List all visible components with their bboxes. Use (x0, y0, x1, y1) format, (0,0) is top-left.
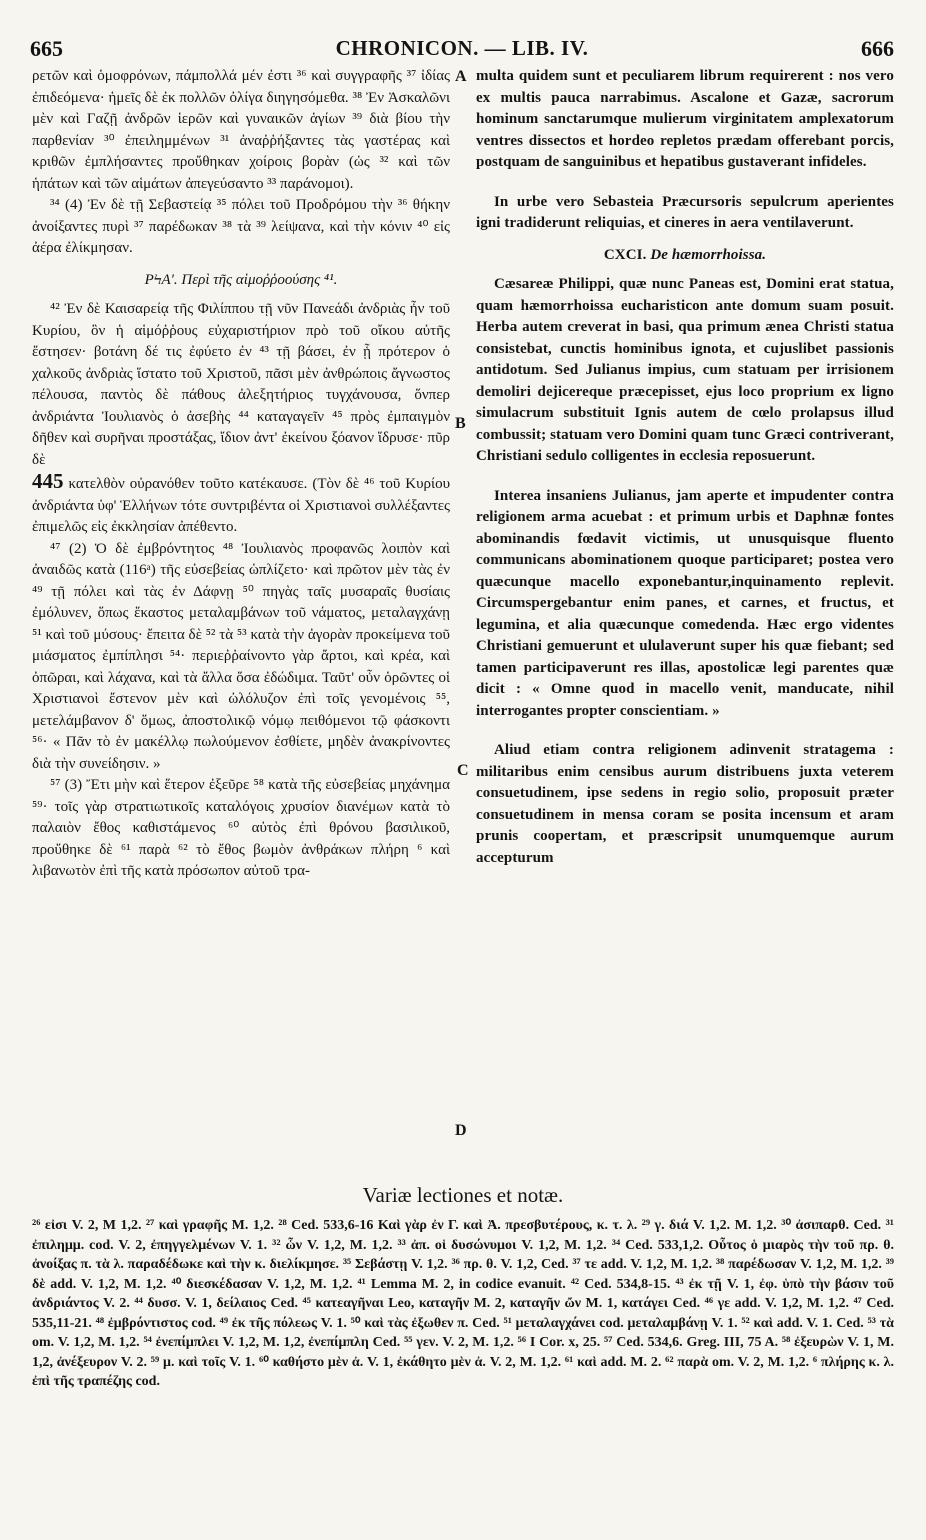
greek-paragraph-4: ⁴⁷ (2) Ὁ δὲ ἐμβρόντητος ⁴⁸ Ἰουλιανὸς προφανῶς λοιπὸν καὶ ἀναιδῶς κατὰ (116ᵃ) τῆς εὐσεβείας ὡπλίζετο· καὶ πρῶτον μὲν τὰς ἐν ⁴⁹ τῇ πόλει καὶ τὰς ἐν Δάφνῃ ⁵⁰ πηγὰς ταῖς μυσαραῖς θυσίαις ἐμόλυνεν, ὅπως ἕκαστος μεταλαμβάνων τοῦ νάματος, μεταλαγχάνῃ ⁵¹ καὶ τοῦ μύσους· ἔπειτα δὲ ⁵² τὰ ⁵³ κατὰ τὴν ἀγορὰν προκείμενα τοῦ μιάσματος ἐμπίπλησι ⁵⁴· περιεῤῥαίνοντο γὰρ ἄρτοι, καὶ κρέα, καὶ ὀπῶραι, καὶ λάχανα, καὶ τὰ ἄλλα ὅσα ἐδώδιμα. Ταῦτ' οὖν ὁρῶντες οἱ Χριστιανοὶ ἔστενον μὲν καὶ ὠλόλυζον ἐπὶ τοῖς γενομένοις ⁵⁵, μετελάμβανον δ' ὅμως, ἀποστολικῷ νόμῳ πειθόμενοι τῷ φάσκοντι ⁵⁶· « Πᾶν τὸ ἐν μακέλλῳ πωλούμενον ἐσθίετε, μηδὲν ἀνακρίνοντες διὰ τὴν συνείδησιν. » (32, 540, 450, 772)
latin-heading-title: De hæmorrhoissa. (650, 246, 767, 263)
margin-letter-a: A (455, 68, 467, 85)
latin-column (476, 66, 894, 869)
greek-paragraph-3b: κατελθὸν οὐρανόθεν τοῦτο κατέκαυσε. (Τὸν δὲ ⁴⁶ τοῦ Κυρίου ἀνδριάντα ὑφ' Ἑλλήνων τότε συντριβέντα οἱ Χριστιανοὶ συλλέξαντες ἐπιμελῶς εἰς ἐκκλησίαν ἀπέθεντο. (32, 476, 451, 535)
latin-paragraph-4: Interea insaniens Julianus, jam aperte et impudenter contra religionem arma acuebat : et primum urbis et Daphnæ fontes abominandis fœdavit victimis, ut unusquisque fluento communicans abominationem quoque participaret; postea vero quæcunque macello exponebantur,inquinamento replevit. Circumspergebantur enim panes, et carnes, et fructus, et legumina, et alia quæcunque comedenda. Hæc ergo videntes Christiani gemuerunt et ululaverunt super his quæ fiebant; sed tamen participaverunt res illas, apostolicæ legi parentes quæ dicit : « Omne quod in macello venit, manducate, nihil interrogantes propter conscientiam. » (476, 487, 894, 719)
latin-paragraph-1: multa quidem sunt et peculiarem librum requirerent : nos vero ex multis pauca narrabimus. Ascalone et Gazæ, sacrorum hominum sanctarumque mulierum virginitatem amplexatorum ventres dissectos et hordeo repletos prædam offerebant porcis, postquam de sanguinibus et hepatibus gustaverant infideles. (476, 68, 894, 170)
latin-paragraph-3: Cæsareæ Philippi, quæ nunc Paneas est, Domini erat statua, quam hæmorrhoissa eucharisticon ante domum suam posuit. Herba autem creverat in basi, qua primum ænea Christi statua consistebat, cunctis hominibus ignota, et cujuslibet passionis antidotum. Sed Julianus impius, cum statuam per irrisionem demoliri dejicereque præcepisset, ejus loco proprium ex ligno simulacrum substituit Ignis autem de cœlo prolapsus illud combussit; statuam vero Domini quam tunc Græci contriverant, Christiani sedulo colligentes in ecclesia reposuerunt. (476, 276, 894, 464)
page-number-right: 666 (861, 36, 894, 61)
variant-readings-notes: ²⁶ εἰσι V. 2, M 1,2. ²⁷ καὶ γραφῆς M. 1,2. ²⁸ Ced. 533,6-16 Καὶ γὰρ ἐν Γ. καὶ Ἀ. πρεσβυτέρους, κ. τ. λ. ²⁹ γ. διά V. 1,2. M. 1,2. ³⁰ ἀσιπαρθ. Ced. ³¹ ἐπιλημμ. cod. V. 2, ἐπηγγελμένων V. 1. ³² ὧν V. 1,2, M. 1,2. ³³ ἀπ. οἱ δυσώνυμοι V. 1,2, M. 1,2. ³⁴ Ced. 533,1,2. Οὗτος ὁ μιαρὸς τὴν τοῦ πρ. θ. ἀνοίξας π. τὰ λ. παραδέδωκε καὶ τὴν κ. διελίκμησε. ³⁵ Σεβάστῃ V. 1,2. ³⁶ πρ. θ. V. 1,2, Ced. ³⁷ τε add. V. 1,2, M. 1,2. ³⁸ παρέδωσαν V. 1,2, M. 1,2. ³⁹ δὲ add. V. 1,2, M. 1,2. ⁴⁰ διεσκέδασαν V. 1,2, M. 1,2. ⁴¹ Lemma M. 2, in codice evanuit. ⁴² Ced. 534,8-15. ⁴³ ἐκ τῇ V. 1, ἐφ. ὑπὸ τὴν βάσιν τοῦ ἀνδριάντος V. 2. ⁴⁴ δυσσ. V. 1, δείλαιος Ced. ⁴⁵ κατεαγῆναι Leo, καταγῆν M. 2, καταγῆν ὤν M. 1, κατάγει Ced. ⁴⁶ γε add. V. 1,2, M. 1,2. ⁴⁷ Ced. 535,11-21. ⁴⁸ ἐμβρόντιστος cod. ⁴⁹ ἐκ τῆς πόλεως V. 1. ⁵⁰ καὶ τὰς ἐξωθεν π. Ced. ⁵¹ μεταλαγχάνει cod. μεταλαμβάνῃ V. 1. ⁵² καὶ add. V. 1. Ced. ⁵³ τὰ om. V. 1,2, M. 1,2. ⁵⁴ ἐνεπίμπλει V. 1,2, M. 1,2, ἐνεπίμπλη Ced. ⁵⁵ γεν. V. 2, M. 1,2. ⁵⁶ I Cor. x, 25. ⁵⁷ Ced. 534,6. Greg. III, 75 A. ⁵⁸ ἐξευρὼν V. 1, M. 1,2, ἀνέξευρον V. 2. ⁵⁹ μ. καὶ τοῖς V. 1. ⁶⁰ καθήστο μὲν ἀ. V. 1, ἐκάθητο μὲν ἀ. V. 2, M. 1,2. ⁶¹ καὶ add. M. 2. ⁶² παρὰ om. V. 2, M. 1,2. ⁶ πλήρης κ. λ. ἐπὶ τῆς τραπέζης cod. (32, 1218, 894, 1389)
latin-heading-number: CXCI. (603, 246, 647, 263)
running-title: CHRONICON. — LIB. IV. (335, 36, 589, 60)
greek-paragraph-3a: ⁴² Ἐν δὲ Καισαρείᾳ τῆς Φιλίππου τῇ νῦν Πανεάδι ἀνδριὰς ἦν τοῦ Κυρίου, ὃν ἡ αἱμόῤῥους εὐχαριστήριον πρὸ τοῦ οἴκου αὐτῆς ἔστησεν· βοτάνη δέ τις ἐφύετο ἐν ⁴³ τῇ βάσει, ἐν ᾗ πρότερον ὁ χαλκοῦς ἀνδριὰς ἵστατο τοῦ Χριστοῦ, πᾶσι μὲν ἀνθρώποις ἄγνωστος πέλουσα, παντὸς δὲ πάθους ἀλεξητήριος τυγχάνουσα, ὅνπερ ἀνδριάντα Ἰουλιανὸς ὁ ἀσεβὴς ⁴⁴ καταγαγεῖν ⁴⁵ πρὸς ἐμπαιγμὸν δῆθεν καὶ συρῆναι προστάξας, ἴδιον ἀντ' ἐκείνου ξόανον ἵδρυσε· πῦρ δὲ (32, 301, 450, 468)
latin-section-heading (476, 245, 894, 267)
margin-letter-c: C (457, 762, 469, 779)
greek-paragraph-3b-wrap (32, 471, 450, 539)
page-number-left: 665 (30, 36, 63, 61)
greek-page-marker: 445 (32, 469, 64, 493)
greek-paragraph-1: ρετῶν καὶ ὁμοφρόνων, πάμπολλά μέν ἐστι ³⁶ καὶ συγγραφῆς ³⁷ ἰδίας ἐπιδεόμενα· ἡμεῖς δὲ ἐκ πολλῶν ὀλίγα διηγησόμεθα. ³⁸ Ἐν Ἀσκαλῶνι μὲν καὶ Γαζῇ ἀνδρῶν ἱερῶν καὶ γυναικῶν ἁγίων ³⁹ διὰ βίου τὴν παρθενίαν ³⁰ ἐπειλημμένων ³¹ ἀναῤῥήξαντες τὰς γαστέρας καὶ κριθῶν ἐμπλήσαντες προὔθηκαν χοίροις βορὰν (ὡς ³² καὶ τῶν ἡπάτων καὶ τῶν αἱμάτων ἀπεγεύσαντο ³³ παράνομοι). (32, 68, 450, 192)
margin-letter-d: D (455, 1122, 467, 1139)
latin-paragraph-5: Aliud etiam contra religionem adinvenit stratagema : militaribus enim censibus aurum distribuens juxta veterem consuetudinem, ipse sedens in regio solio, proposuit præter consuetudinem in mensa coram se posita incensum et aram prunis coopertam, et præscripsit unumquemque aurum accepturum (476, 742, 894, 866)
greek-section-heading: ΡϞΑ'. Περὶ τῆς αἱμοῤῥοούσης ⁴¹. (144, 271, 338, 288)
running-header (30, 36, 894, 66)
margin-letter-b: B (455, 415, 466, 432)
greek-column (32, 66, 450, 883)
latin-paragraph-2: In urbe vero Sebasteia Præcursoris sepulcrum aperientes igni tradiderunt reliquias, et cineres in aera ventilaverunt. (476, 193, 894, 231)
greek-paragraph-2: ³⁴ (4) Ἐν δὲ τῇ Σεβαστείᾳ ³⁵ πόλει τοῦ Προδρόμου τὴν ³⁶ θήκην ἀνοίξαντες πυρὶ ³⁷ παρέδωκαν ³⁸ τὰ ³⁹ λείψανα, καὶ τὴν κόνιν ⁴⁰ εἰς ἀέρα ἐλίκμησαν. (32, 197, 450, 256)
greek-paragraph-5: ⁵⁷ (3) Ἔτι μὴν καὶ ἕτερον ἐξεῦρε ⁵⁸ κατὰ τῆς εὐσεβείας μηχάνημα ⁵⁹· τοῖς γὰρ στρατιωτικοῖς καταλόγοις χρυσίον διανέμων κατὰ τὸ παλαιὸν ἔθος καθιστάμενος ⁶⁰ αὐτὸς ἐπὶ θρόνου βασιλικοῦ, προὔθηκε δὲ ⁶¹ παρὰ ⁶² τὸ ἔθος βωμὸν ἀνθράκων πλήρη ⁶ καὶ λιβανωτὸν ἐπὶ τῆς κατὰ πρόσωπον αὐτοῦ τρα- (32, 777, 450, 879)
notes-title: Variæ lectiones et notæ. (362, 1183, 564, 1207)
